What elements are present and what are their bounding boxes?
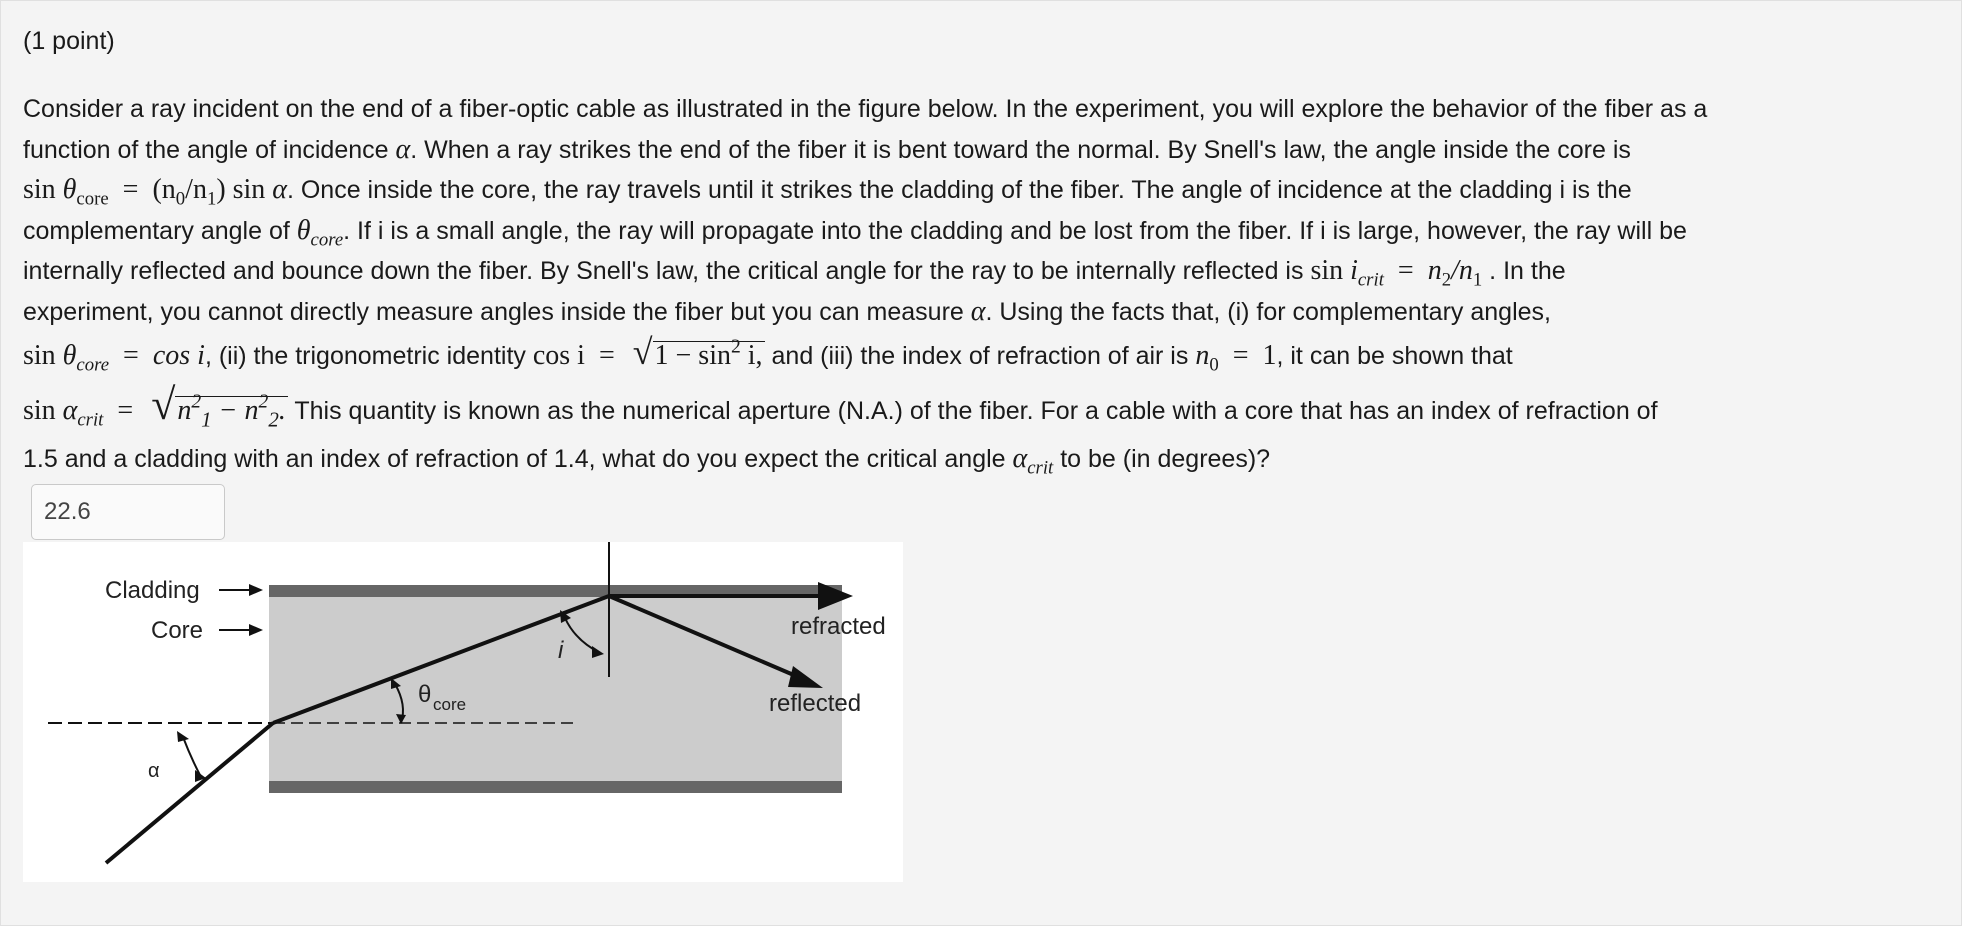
fiber-optic-figure — [23, 542, 903, 882]
question-text — [23, 89, 1943, 479]
question-line-7: $\sin \theta_{core} = \cos i$, (ii) the trigonometric identity $\cos i = √1 - \sin^2 i$, and (iii) the index of refraction of air is $n_0 = 1$, it can be shown that — [23, 332, 1513, 376]
theta-core-sub-label: core — [433, 695, 467, 714]
i-label: i — [558, 637, 564, 664]
reflected-label: reflected — [769, 690, 862, 717]
core-label: Core — [151, 617, 204, 644]
refracted-label: refracted — [791, 613, 886, 640]
answer-input[interactable] — [31, 484, 225, 540]
cladding-label: Cladding — [105, 577, 200, 604]
question-line-1: Consider a ray incident on the end of a fiber-optic cable as illustrated in the figure below. In the experiment, you will explore the behavior of the fiber as a — [23, 95, 1708, 123]
cladding-bottom — [269, 781, 842, 793]
question-line-9: 1.5 and a cladding with an index of refraction of 1.4, what do you expect the critical angle $\alpha_{crit}$ to be (in degrees)? — [23, 442, 1271, 479]
alpha-label: α — [148, 760, 160, 782]
question-line-4: complementary angle of $\theta_{core}$. If i is a small angle, the ray will propagate into the cladding and be lost from the fiber. If i is large, however, the ray will be — [23, 214, 1687, 251]
points-label: (1 point) — [23, 27, 115, 55]
question-line-2: function of the angle of incidence α. When a ray strikes the end of the fiber it is bent toward the normal. By Snell's law, the angle inside the core is — [23, 133, 1631, 165]
question-line-6: experiment, you cannot directly measure angles inside the fiber but you can measure α. Using the facts that, (i) for complementary angles, — [23, 295, 1551, 327]
question-line-5: internally reflected and bounce down the fiber. By Snell's law, the critical angle for the ray to be internally reflected is $\sin i_{crit} = n_2/n_1$ . In the — [23, 255, 1566, 291]
question-line-3: $\sin \theta_{core} = (n_0/n_1)$ sin α. Once inside the core, the ray travels until it strikes the cladding of the fiber. The angle of incidence at the cladding i is the — [23, 174, 1632, 210]
question-line-8: $\sin \alpha_{crit} = √n^2_1 - n^2_2$. This quantity is known as the numerical aperture (N.A.) of the fiber. For a cable with a core that has an index of refraction of — [23, 379, 1658, 431]
theta-label: θ — [418, 681, 432, 708]
